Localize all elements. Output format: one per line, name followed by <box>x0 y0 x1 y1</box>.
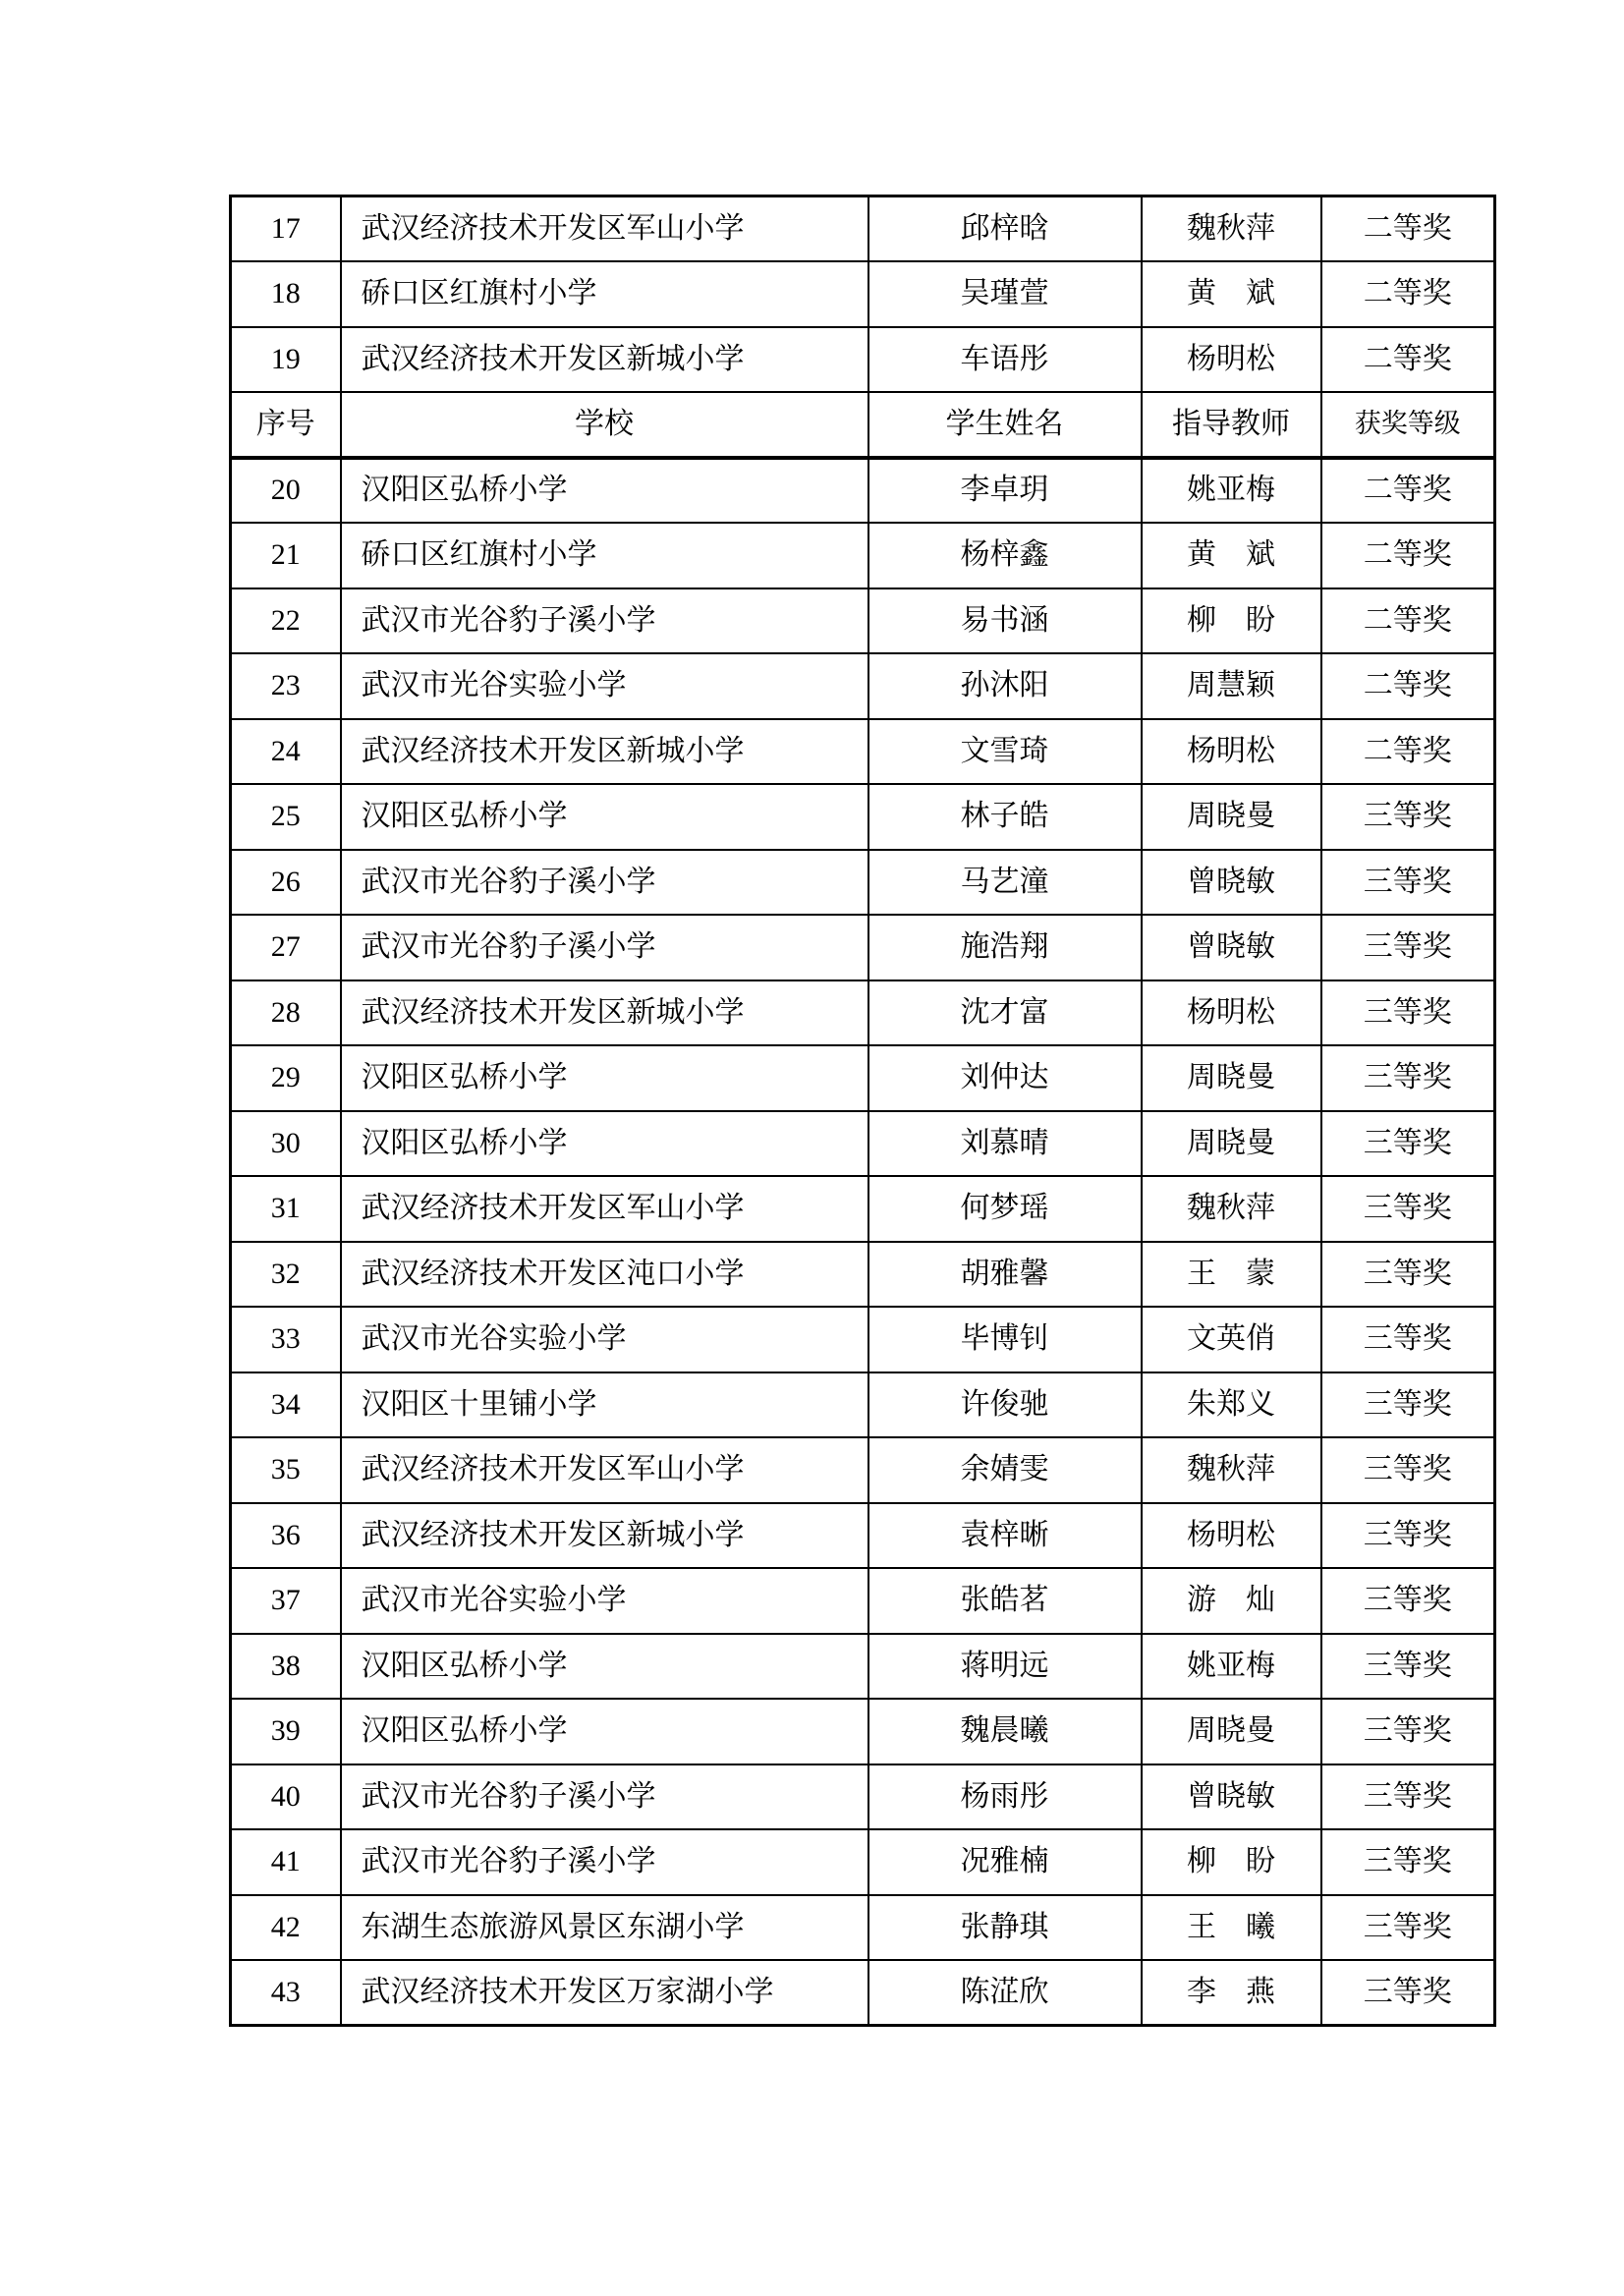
school-cell: 汉阳区弘桥小学 <box>341 1111 868 1177</box>
teacher-cell: 黄 斌 <box>1142 261 1321 327</box>
teacher-cell: 魏秋萍 <box>1142 196 1321 262</box>
teacher-cell: 姚亚梅 <box>1142 458 1321 524</box>
student-name-cell: 孙沐阳 <box>868 653 1142 719</box>
teacher-cell: 周晓曼 <box>1142 1045 1321 1111</box>
table-row <box>231 196 1495 262</box>
column-header-school: 学校 <box>341 392 868 458</box>
row-number-cell: 41 <box>231 1829 341 1895</box>
student-name-cell: 刘仲达 <box>868 1045 1142 1111</box>
row-number-cell: 35 <box>231 1437 341 1503</box>
award-cell: 二等奖 <box>1321 261 1495 327</box>
student-name-cell: 何梦瑶 <box>868 1176 1142 1242</box>
award-cell: 二等奖 <box>1321 523 1495 588</box>
school-cell: 汉阳区弘桥小学 <box>341 1634 868 1700</box>
school-cell: 硚口区红旗村小学 <box>341 523 868 588</box>
award-cell: 三等奖 <box>1321 1634 1495 1700</box>
student-name-cell: 吴瑾萱 <box>868 261 1142 327</box>
teacher-cell: 文英俏 <box>1142 1307 1321 1372</box>
table-row <box>231 1764 1495 1830</box>
teacher-cell: 杨明松 <box>1142 327 1321 393</box>
school-cell: 汉阳区弘桥小学 <box>341 784 868 850</box>
student-name-cell: 胡雅馨 <box>868 1242 1142 1308</box>
award-cell: 三等奖 <box>1321 1960 1495 2026</box>
award-cell: 三等奖 <box>1321 1699 1495 1764</box>
table-row <box>231 1699 1495 1764</box>
award-cell: 三等奖 <box>1321 1242 1495 1308</box>
teacher-cell: 朱郑义 <box>1142 1372 1321 1438</box>
table-row <box>231 915 1495 980</box>
award-cell: 三等奖 <box>1321 1764 1495 1830</box>
student-name-cell: 易书涵 <box>868 588 1142 654</box>
award-table-body <box>231 196 1495 2026</box>
student-name-cell: 林子皓 <box>868 784 1142 850</box>
table-row <box>231 719 1495 785</box>
award-cell: 二等奖 <box>1321 196 1495 262</box>
student-name-cell: 刘慕晴 <box>868 1111 1142 1177</box>
teacher-cell: 周晓曼 <box>1142 784 1321 850</box>
school-cell: 武汉经济技术开发区万家湖小学 <box>341 1960 868 2026</box>
school-cell: 武汉经济技术开发区新城小学 <box>341 327 868 393</box>
award-cell: 二等奖 <box>1321 588 1495 654</box>
student-name-cell: 袁梓晰 <box>868 1503 1142 1569</box>
table-row <box>231 1503 1495 1569</box>
school-cell: 硚口区红旗村小学 <box>341 261 868 327</box>
student-name-cell: 车语彤 <box>868 327 1142 393</box>
table-row <box>231 327 1495 393</box>
column-header-teacher: 指导教师 <box>1142 392 1321 458</box>
teacher-cell: 曾晓敏 <box>1142 850 1321 916</box>
school-cell: 东湖生态旅游风景区东湖小学 <box>341 1895 868 1961</box>
student-name-cell: 毕博钊 <box>868 1307 1142 1372</box>
table-row <box>231 1111 1495 1177</box>
row-number-cell: 36 <box>231 1503 341 1569</box>
row-number-cell: 38 <box>231 1634 341 1700</box>
teacher-cell: 黄 斌 <box>1142 523 1321 588</box>
school-cell: 武汉经济技术开发区新城小学 <box>341 980 868 1046</box>
row-number-cell: 42 <box>231 1895 341 1961</box>
row-number-cell: 27 <box>231 915 341 980</box>
school-cell: 武汉经济技术开发区军山小学 <box>341 1437 868 1503</box>
row-number-cell: 24 <box>231 719 341 785</box>
award-cell: 三等奖 <box>1321 1111 1495 1177</box>
column-header-student: 学生姓名 <box>868 392 1142 458</box>
table-row <box>231 1960 1495 2026</box>
table-row <box>231 980 1495 1046</box>
row-number-cell: 31 <box>231 1176 341 1242</box>
row-number-cell: 17 <box>231 196 341 262</box>
student-name-cell: 蒋明远 <box>868 1634 1142 1700</box>
student-name-cell: 李卓玥 <box>868 458 1142 524</box>
table-row <box>231 523 1495 588</box>
table-row <box>231 588 1495 654</box>
award-results-table <box>229 195 1496 2027</box>
school-cell: 武汉市光谷豹子溪小学 <box>341 588 868 654</box>
row-number-cell: 23 <box>231 653 341 719</box>
teacher-cell: 魏秋萍 <box>1142 1176 1321 1242</box>
table-row <box>231 261 1495 327</box>
student-name-cell: 张皓茗 <box>868 1568 1142 1634</box>
table-row <box>231 1634 1495 1700</box>
table-row <box>231 1372 1495 1438</box>
teacher-cell: 曾晓敏 <box>1142 1764 1321 1830</box>
student-name-cell: 施浩翔 <box>868 915 1142 980</box>
student-name-cell: 陈淽欣 <box>868 1960 1142 2026</box>
teacher-cell: 游 灿 <box>1142 1568 1321 1634</box>
student-name-cell: 邱梓晗 <box>868 196 1142 262</box>
table-row <box>231 653 1495 719</box>
row-number-cell: 40 <box>231 1764 341 1830</box>
teacher-cell: 柳 盼 <box>1142 588 1321 654</box>
school-cell: 武汉市光谷豹子溪小学 <box>341 850 868 916</box>
table-row <box>231 1176 1495 1242</box>
teacher-cell: 姚亚梅 <box>1142 1634 1321 1700</box>
school-cell: 武汉市光谷豹子溪小学 <box>341 1764 868 1830</box>
award-cell: 三等奖 <box>1321 1372 1495 1438</box>
teacher-cell: 王 曦 <box>1142 1895 1321 1961</box>
row-number-cell: 20 <box>231 458 341 524</box>
row-number-cell: 34 <box>231 1372 341 1438</box>
table-row <box>231 1242 1495 1308</box>
award-cell: 三等奖 <box>1321 1503 1495 1569</box>
school-cell: 武汉经济技术开发区军山小学 <box>341 196 868 262</box>
award-cell: 三等奖 <box>1321 1045 1495 1111</box>
teacher-cell: 周晓曼 <box>1142 1111 1321 1177</box>
table-row <box>231 458 1495 524</box>
row-number-cell: 33 <box>231 1307 341 1372</box>
student-name-cell: 张静琪 <box>868 1895 1142 1961</box>
table-row <box>231 1568 1495 1634</box>
school-cell: 武汉市光谷豹子溪小学 <box>341 1829 868 1895</box>
award-cell: 三等奖 <box>1321 1176 1495 1242</box>
award-cell: 三等奖 <box>1321 1568 1495 1634</box>
table-row <box>231 1437 1495 1503</box>
row-number-cell: 19 <box>231 327 341 393</box>
row-number-cell: 39 <box>231 1699 341 1764</box>
award-cell: 三等奖 <box>1321 1437 1495 1503</box>
row-number-cell: 29 <box>231 1045 341 1111</box>
award-cell: 三等奖 <box>1321 1829 1495 1895</box>
award-cell: 三等奖 <box>1321 784 1495 850</box>
teacher-cell: 杨明松 <box>1142 1503 1321 1569</box>
award-cell: 三等奖 <box>1321 915 1495 980</box>
award-cell: 二等奖 <box>1321 327 1495 393</box>
school-cell: 汉阳区弘桥小学 <box>341 1699 868 1764</box>
student-name-cell: 马艺潼 <box>868 850 1142 916</box>
table-row <box>231 784 1495 850</box>
table-row <box>231 1045 1495 1111</box>
award-cell: 三等奖 <box>1321 1307 1495 1372</box>
school-cell: 武汉市光谷实验小学 <box>341 1568 868 1634</box>
school-cell: 汉阳区弘桥小学 <box>341 458 868 524</box>
table-row <box>231 1829 1495 1895</box>
student-name-cell: 许俊驰 <box>868 1372 1142 1438</box>
row-number-cell: 30 <box>231 1111 341 1177</box>
teacher-cell: 李 燕 <box>1142 1960 1321 2026</box>
school-cell: 汉阳区十里铺小学 <box>341 1372 868 1438</box>
column-header-no: 序号 <box>231 392 341 458</box>
school-cell: 武汉市光谷豹子溪小学 <box>341 915 868 980</box>
school-cell: 汉阳区弘桥小学 <box>341 1045 868 1111</box>
row-number-cell: 25 <box>231 784 341 850</box>
table-header-row <box>231 392 1495 458</box>
school-cell: 武汉市光谷实验小学 <box>341 653 868 719</box>
award-cell: 二等奖 <box>1321 653 1495 719</box>
teacher-cell: 王 蒙 <box>1142 1242 1321 1308</box>
row-number-cell: 32 <box>231 1242 341 1308</box>
table-row <box>231 850 1495 916</box>
student-name-cell: 杨梓鑫 <box>868 523 1142 588</box>
teacher-cell: 周晓曼 <box>1142 1699 1321 1764</box>
row-number-cell: 22 <box>231 588 341 654</box>
student-name-cell: 魏晨曦 <box>868 1699 1142 1764</box>
school-cell: 武汉市光谷实验小学 <box>341 1307 868 1372</box>
teacher-cell: 杨明松 <box>1142 980 1321 1046</box>
award-cell: 三等奖 <box>1321 850 1495 916</box>
row-number-cell: 26 <box>231 850 341 916</box>
row-number-cell: 21 <box>231 523 341 588</box>
teacher-cell: 柳 盼 <box>1142 1829 1321 1895</box>
teacher-cell: 曾晓敏 <box>1142 915 1321 980</box>
award-cell: 三等奖 <box>1321 980 1495 1046</box>
column-header-award: 获奖等级 <box>1321 392 1495 458</box>
school-cell: 武汉经济技术开发区军山小学 <box>341 1176 868 1242</box>
award-cell: 三等奖 <box>1321 1895 1495 1961</box>
student-name-cell: 杨雨彤 <box>868 1764 1142 1830</box>
teacher-cell: 杨明松 <box>1142 719 1321 785</box>
student-name-cell: 余婧雯 <box>868 1437 1142 1503</box>
school-cell: 武汉经济技术开发区沌口小学 <box>341 1242 868 1308</box>
student-name-cell: 文雪琦 <box>868 719 1142 785</box>
student-name-cell: 况雅楠 <box>868 1829 1142 1895</box>
table-row <box>231 1307 1495 1372</box>
school-cell: 武汉经济技术开发区新城小学 <box>341 719 868 785</box>
row-number-cell: 43 <box>231 1960 341 2026</box>
award-cell: 二等奖 <box>1321 719 1495 785</box>
student-name-cell: 沈才富 <box>868 980 1142 1046</box>
row-number-cell: 28 <box>231 980 341 1046</box>
teacher-cell: 周慧颖 <box>1142 653 1321 719</box>
school-cell: 武汉经济技术开发区新城小学 <box>341 1503 868 1569</box>
teacher-cell: 魏秋萍 <box>1142 1437 1321 1503</box>
award-cell: 二等奖 <box>1321 458 1495 524</box>
row-number-cell: 37 <box>231 1568 341 1634</box>
row-number-cell: 18 <box>231 261 341 327</box>
table-row <box>231 1895 1495 1961</box>
